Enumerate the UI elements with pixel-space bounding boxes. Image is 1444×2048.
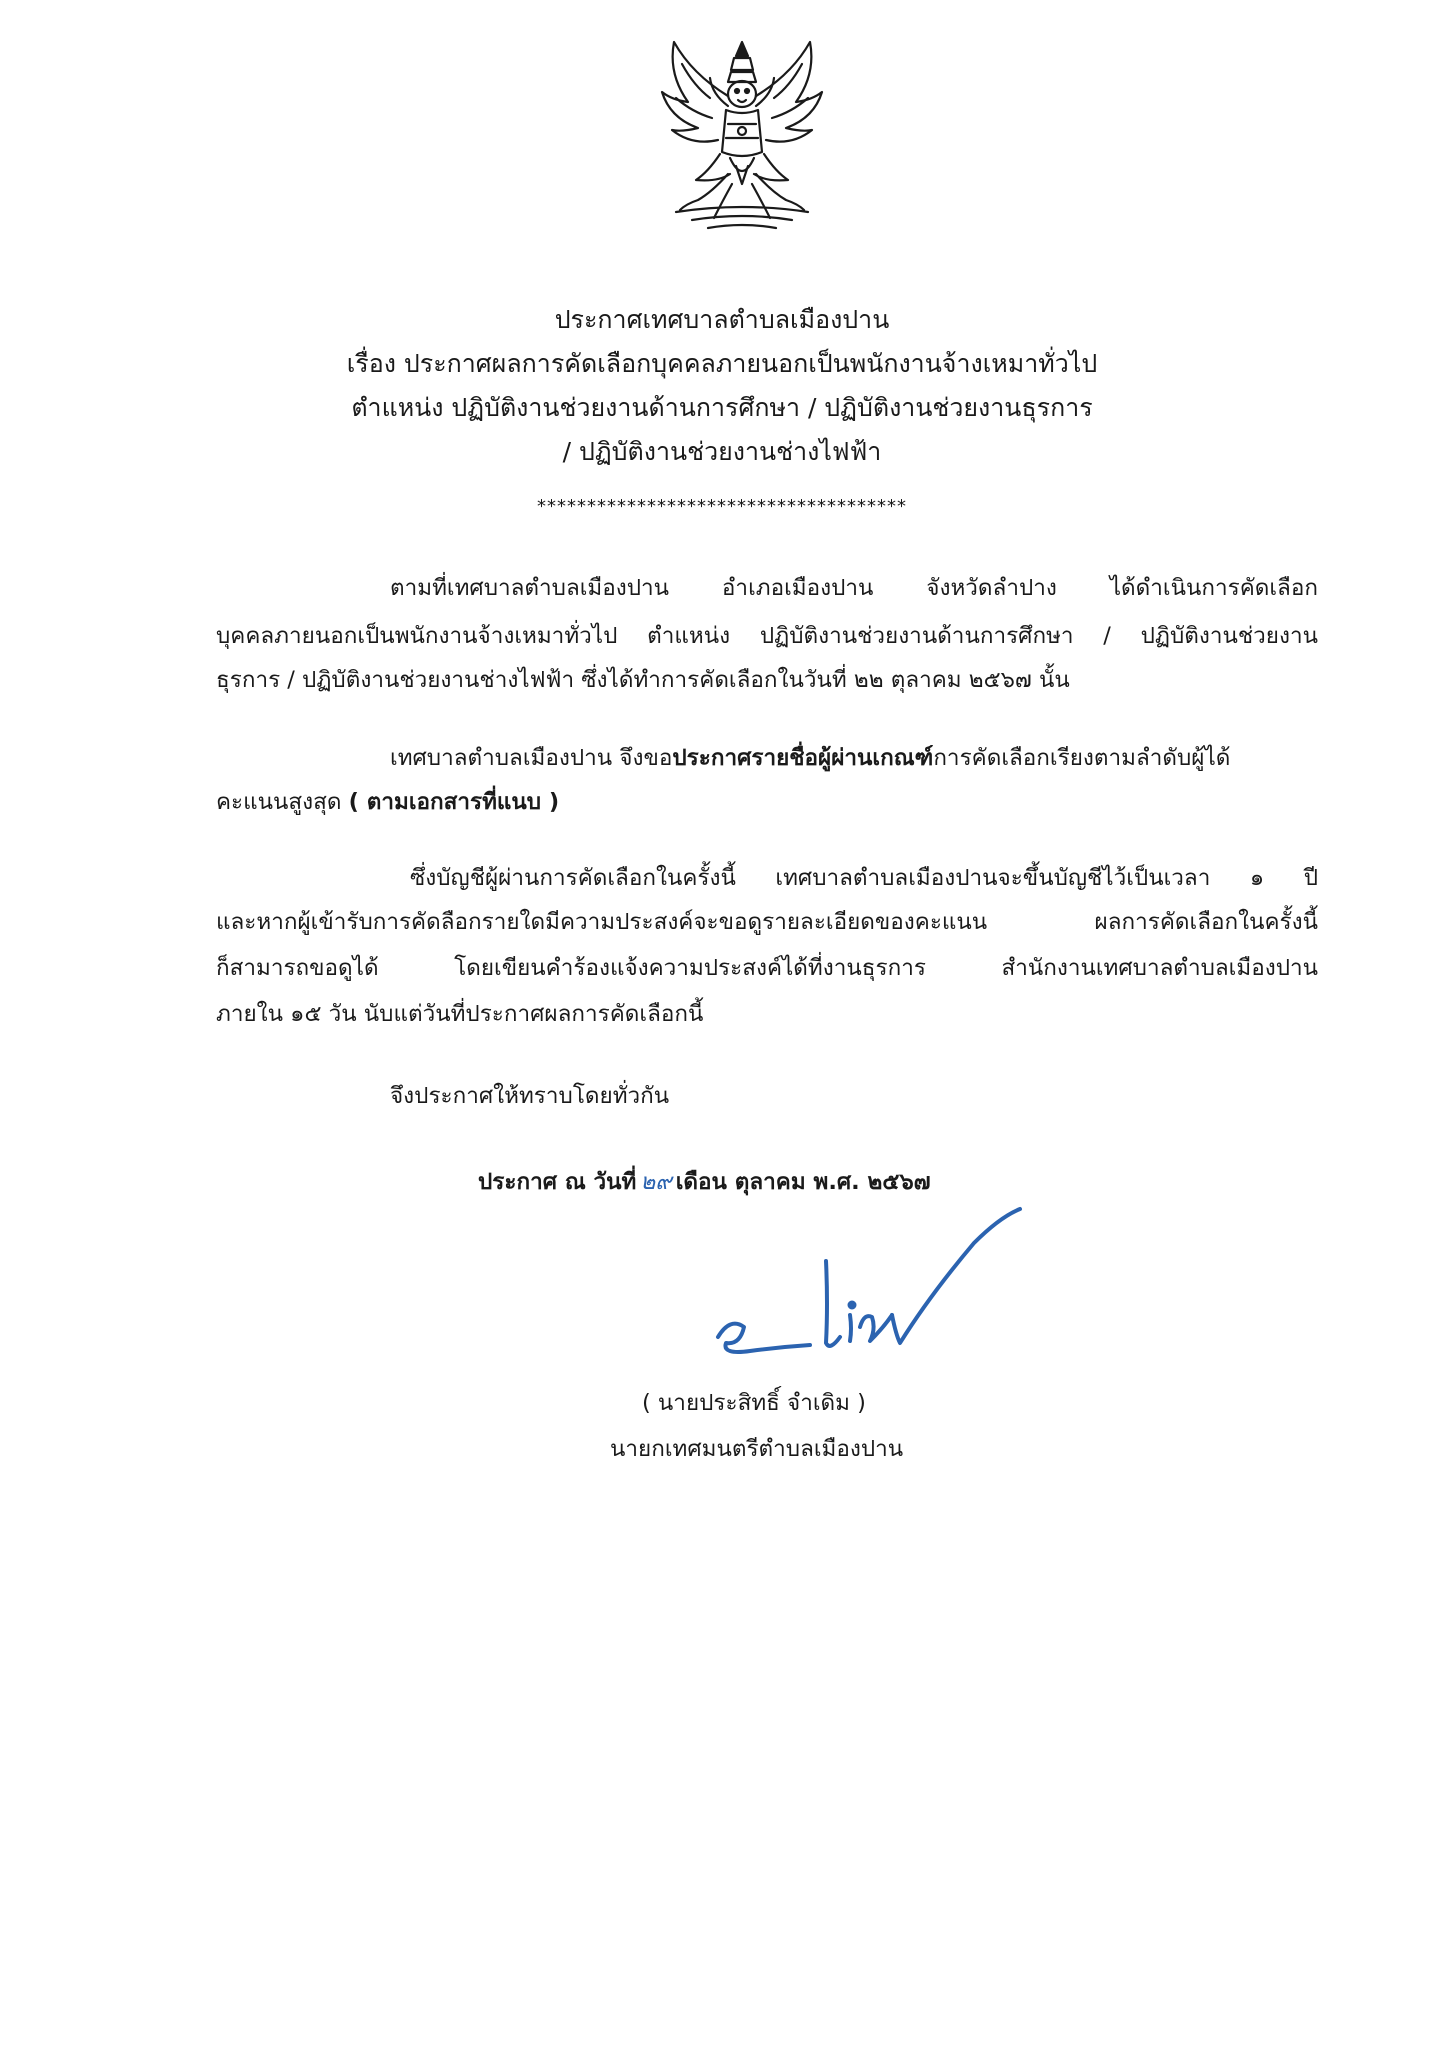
signatory-title: นายกเทศมนตรีตำบลเมืองปาน — [610, 1436, 904, 1462]
announcement-position: ตำแหน่ง ปฏิบัติงานช่วยงานด้านการศึกษา / ปฏิบัติงานช่วยงานธุรการ — [351, 393, 1093, 422]
paragraph3-line2: และหากผู้เข้ารับการคัดลือกรายใดมีความประสงค์จะขอดูรายละเอียดของคะแนน ผลการคัดเลือกในครั้งนี้ — [216, 909, 1318, 935]
announcement-subject: เรื่อง ประกาศผลการคัดเลือกบุคคลภายนอกเป็นพนักงานจ้างเหมาทั่วไป — [346, 349, 1098, 378]
header-separator: ************************************* — [537, 496, 907, 517]
paragraph2-line1 — [390, 736, 1230, 780]
signatory-name: ( นายประสิทธิ์ จำเดิม ) — [642, 1390, 866, 1416]
attached-document-note: ( ตามเอกสารที่แนบ ) — [348, 789, 560, 815]
paragraph1-line1: ตามที่เทศบาลตำบลเมืองปาน อำเภอเมืองปาน จังหวัดลำปาง ได้ดำเนินการคัดเลือก — [390, 575, 1318, 601]
paragraph2-text-a: เทศบาลตำบลเมืองปาน จึงขอ — [390, 745, 673, 771]
paragraph2-text-b: การคัดเลือกเรียงตามลำดับผู้ได้ — [933, 745, 1231, 771]
announcement-date — [478, 1163, 931, 1199]
handwritten-day: ๒๙ — [640, 1169, 672, 1195]
paragraph2-line2-text: คะแนนสูงสุด — [216, 789, 349, 815]
paragraph3-line4: ภายใน ๑๕ วัน นับแต่วันที่ประกาศผลการคัดเลือกนี้ — [216, 1001, 704, 1027]
paragraph1-line3: ธุรการ / ปฏิบัติงานช่วยงานช่างไฟฟ้า ซึ่งได้ทำการคัดเลือกในวันที่ ๒๒ ตุลาคม ๒๕๖๗ นั้น — [216, 667, 1070, 693]
announcement-header — [0, 298, 1444, 474]
paragraph2-bold-text: ประกาศรายชื่อผู้ผ่านเกณฑ์ — [672, 745, 934, 771]
announcement-title: ประกาศเทศบาลตำบลเมืองปาน — [554, 305, 890, 334]
announcement-position-cont: / ปฏิบัติงานช่วยงานช่างไฟฟ้า — [562, 437, 882, 466]
date-prefix: ประกาศ ณ วันที่ — [478, 1169, 637, 1195]
paragraph2-line2 — [216, 780, 559, 824]
closing-statement: จึงประกาศให้ทราบโดยทั่วกัน — [390, 1083, 670, 1109]
paragraph1-line2: บุคคลภายนอกเป็นพนักงานจ้างเหมาทั่วไป ตำแหน่ง ปฏิบัติงานช่วยงานด้านการศึกษา / ปฏิบัติงานช่วยงาน — [216, 623, 1318, 649]
paragraph3-line1: ซึ่งบัญชีผู้ผ่านการคัดเลือกในครั้งนี้ เทศบาลตำบลเมืองปานจะขึ้นบัญชีไว้เป็นเวลา ๑ ปี — [410, 865, 1318, 891]
garuda-emblem-icon — [652, 34, 832, 234]
date-suffix: เดือน ตุลาคม พ.ศ. ๒๕๖๗ — [675, 1169, 931, 1195]
handwritten-signature-icon — [700, 1205, 1030, 1375]
paragraph3-line3: ก็สามารถขอดูได้ โดยเขียนคำร้องแจ้งความประสงค์ได้ที่งานธุรการ สำนักงานเทศบาลตำบลเมืองปาน — [216, 955, 1318, 981]
